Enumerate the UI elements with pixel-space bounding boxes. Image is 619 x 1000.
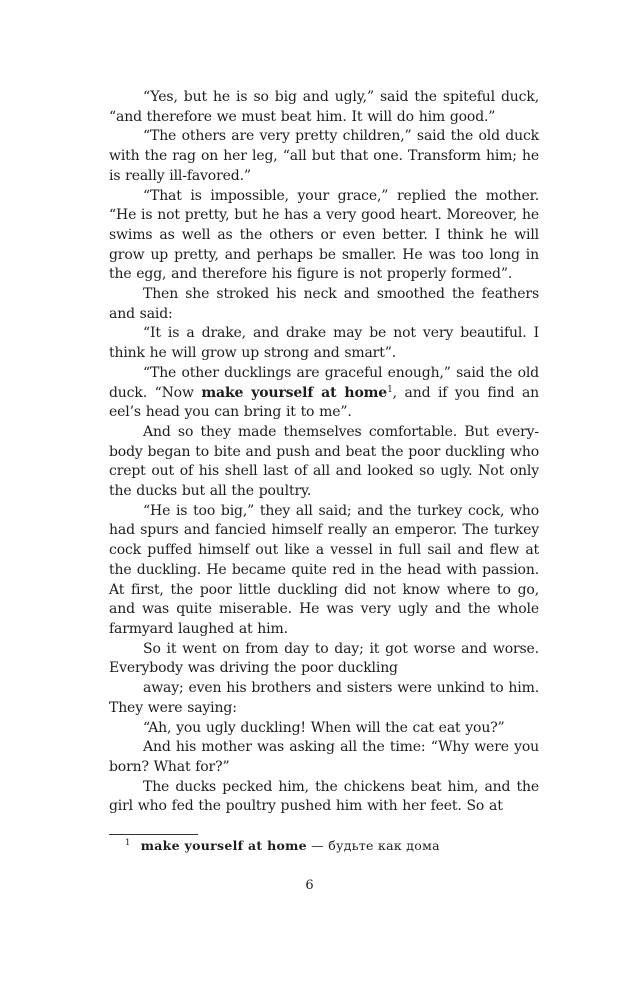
paragraph-11: “Ah, you ugly duckling! When will the cat eat you?” xyxy=(143,719,505,736)
footnote xyxy=(125,838,545,854)
footnote-term: make yourself at home xyxy=(140,838,307,853)
body-text xyxy=(109,88,539,817)
paragraph-6: “The other ducklings are graceful enough,” said the old duck. “Now make yourself at home$^1$, and if you find an eel’s head you can bring it to me”. xyxy=(109,364,540,421)
paragraph-10: away; even his brothers and sisters were unkind to him. They were saying: xyxy=(109,680,539,716)
footnote-separator: — xyxy=(306,838,329,853)
paragraph-4: Then she stroked his neck and smoothed the feathers and said: xyxy=(109,286,539,322)
bold-phrase: make yourself at home xyxy=(201,384,388,401)
paragraph-12: And his mother was asking all the time: “Why were you born? What for?” xyxy=(109,739,539,775)
page-number: 6 xyxy=(305,878,314,893)
footnote-translation: будьте как дома xyxy=(328,838,440,853)
paragraph-1: “Yes, but he is so big and ugly,” said the spiteful duck, “and therefore we must beat him. It will do him good.” xyxy=(109,89,539,125)
paragraph-2: “The others are very pretty children,” said the old duck with the rag on her leg, “all but that one. Transform him; he is really ill-favored.” xyxy=(109,128,539,184)
paragraph-7: And so they made themselves comfortable. But every-body began to bite and push and beat the poor duckling who crept out of his shell last of all and looked so ugly. Not only the ducks but all the poultry. xyxy=(109,423,539,500)
footnote-marker: 1 xyxy=(125,838,131,848)
paragraph-3: “That is impossible, your grace,” replied the mother. “He is not pretty, but he has a very good heart. Moreover, he swims as well as the others or even better. I think he will grow up pretty, and perhaps be smaller. He was too long in the egg, and therefore his figure is not properly formed”. xyxy=(109,187,539,283)
paragraph-13: The ducks pecked him, the chickens beat him, and the girl who fed the poultry pushed him with her feet. So at xyxy=(109,778,539,815)
paragraph-5: “It is a drake, and drake may be not very beautiful. I think he will grow up strong and smart”. xyxy=(109,325,539,362)
paragraph-9: So it went on from day to day; it got worse and worse. Everybody was driving the poor duckling xyxy=(109,640,539,677)
footnote-divider xyxy=(109,834,198,835)
footnote-reference[interactable]: 1 xyxy=(387,384,393,395)
paragraph-8: “He is too big,” they all said; and the turkey cock, who had spurs and fancied himself really an emperor. The turkey cock puffed himself out like a vessel in full sail and flew at the duckling. He became quite red in the head with passion. At first, the poor little duckling did not know where to go, and was quite miserable. He was very ugly and the whole farmyard laughed at him. xyxy=(109,502,539,637)
